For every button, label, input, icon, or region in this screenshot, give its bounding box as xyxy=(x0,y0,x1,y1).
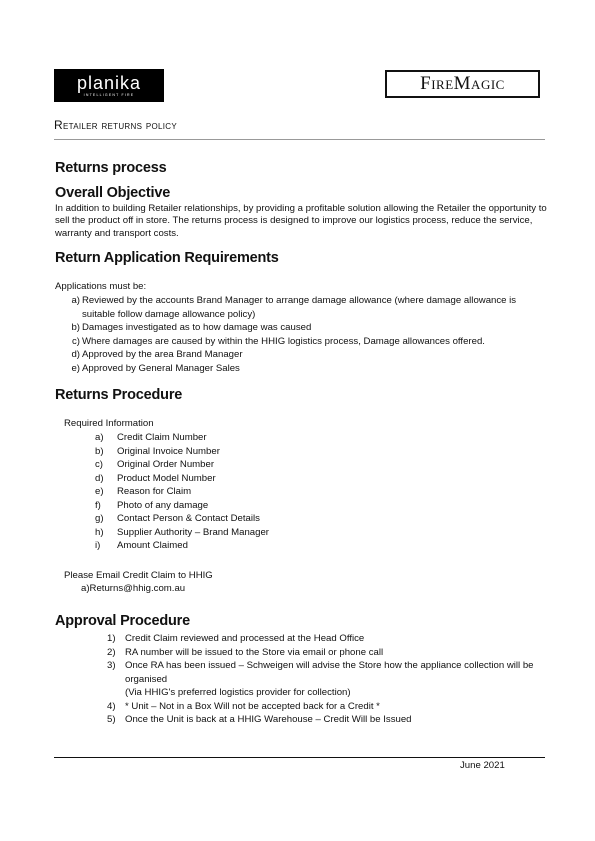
planika-logo-tagline: INTELLIGENT FIRE xyxy=(83,92,135,97)
applications-intro: Applications must be: xyxy=(55,281,147,292)
list-item: c) Where damages are caused by within the HHIG logistics process, Damage allowances offered. xyxy=(72,335,485,347)
list-item: (Via HHIG's preferred logistics provider for collection) xyxy=(125,687,351,698)
planika-logo-word: planika xyxy=(76,72,142,93)
list-item: 3) Once RA has been issued – Schweigen will advise the Store how the appliance collection will be organised xyxy=(107,660,534,685)
list-item: i) Amount Claimed xyxy=(95,540,188,551)
required-information-list xyxy=(95,431,269,553)
required-information-label: Required Information xyxy=(64,418,154,429)
returns-procedure-heading: Returns Procedure xyxy=(55,387,183,403)
return-application-heading: Return Application Requirements xyxy=(55,250,279,266)
list-item: h) Supplier Authority – Brand Manager xyxy=(95,526,269,538)
list-item: e) Reason for Claim xyxy=(95,486,192,497)
planika-logo xyxy=(54,69,164,102)
list-item: g) Contact Person & Contact Details xyxy=(95,513,260,524)
list-item: b) Damages investigated as to how damage was caused xyxy=(71,322,312,333)
document-title: Retailer returns policy xyxy=(54,118,177,132)
list-item: 1) Credit Claim reviewed and processed at the Head Office xyxy=(107,633,365,644)
overall-objective-text: In addition to building Retailer relationships, by providing a profitable solution allowing the Retailer the opportunity to sell the product off in store. The returns process is designed to improve our logistics process, reduce the service, warranty and transport costs. xyxy=(55,203,547,239)
footer-divider xyxy=(54,757,545,758)
returns-email-link[interactable]: a)Returns@hhig.com.au xyxy=(81,583,186,594)
list-item: 2) RA number will be issued to the Store via email or phone call xyxy=(107,646,384,658)
list-item: 4) * Unit – Not in a Box Will not be accepted back for a Credit * xyxy=(107,700,380,712)
approval-steps-list xyxy=(107,632,547,727)
footer-date: June 2021 xyxy=(460,760,505,771)
list-item: d) Product Model Number xyxy=(95,472,216,484)
list-item: b) Original Invoice Number xyxy=(95,445,220,457)
application-requirements-list xyxy=(55,294,550,375)
list-item: a) Reviewed by the accounts Brand Manager to arrange damage allowance (where damage allowance is suitable follow damage allowance policy) xyxy=(71,295,517,320)
approval-procedure-heading: Approval Procedure xyxy=(55,613,190,629)
list-item: e) Approved by General Manager Sales xyxy=(71,362,240,374)
list-item: 5) Once the Unit is back at a HHIG Warehouse – Credit Will be Issued xyxy=(107,714,412,725)
firemagic-logo xyxy=(385,70,540,98)
header-divider xyxy=(54,139,545,140)
email-instruction: Please Email Credit Claim to HHIG xyxy=(64,570,213,581)
list-item: d) Approved by the area Brand Manager xyxy=(71,349,243,360)
firemagic-logo-word: FireMagic xyxy=(420,73,505,94)
returns-process-heading: Returns process xyxy=(55,160,167,176)
list-item: c) Original Order Number xyxy=(95,459,215,470)
list-item: f) Photo of any damage xyxy=(95,499,209,511)
list-item: a) Credit Claim Number xyxy=(95,432,207,443)
overall-objective-heading: Overall Objective xyxy=(55,185,171,201)
